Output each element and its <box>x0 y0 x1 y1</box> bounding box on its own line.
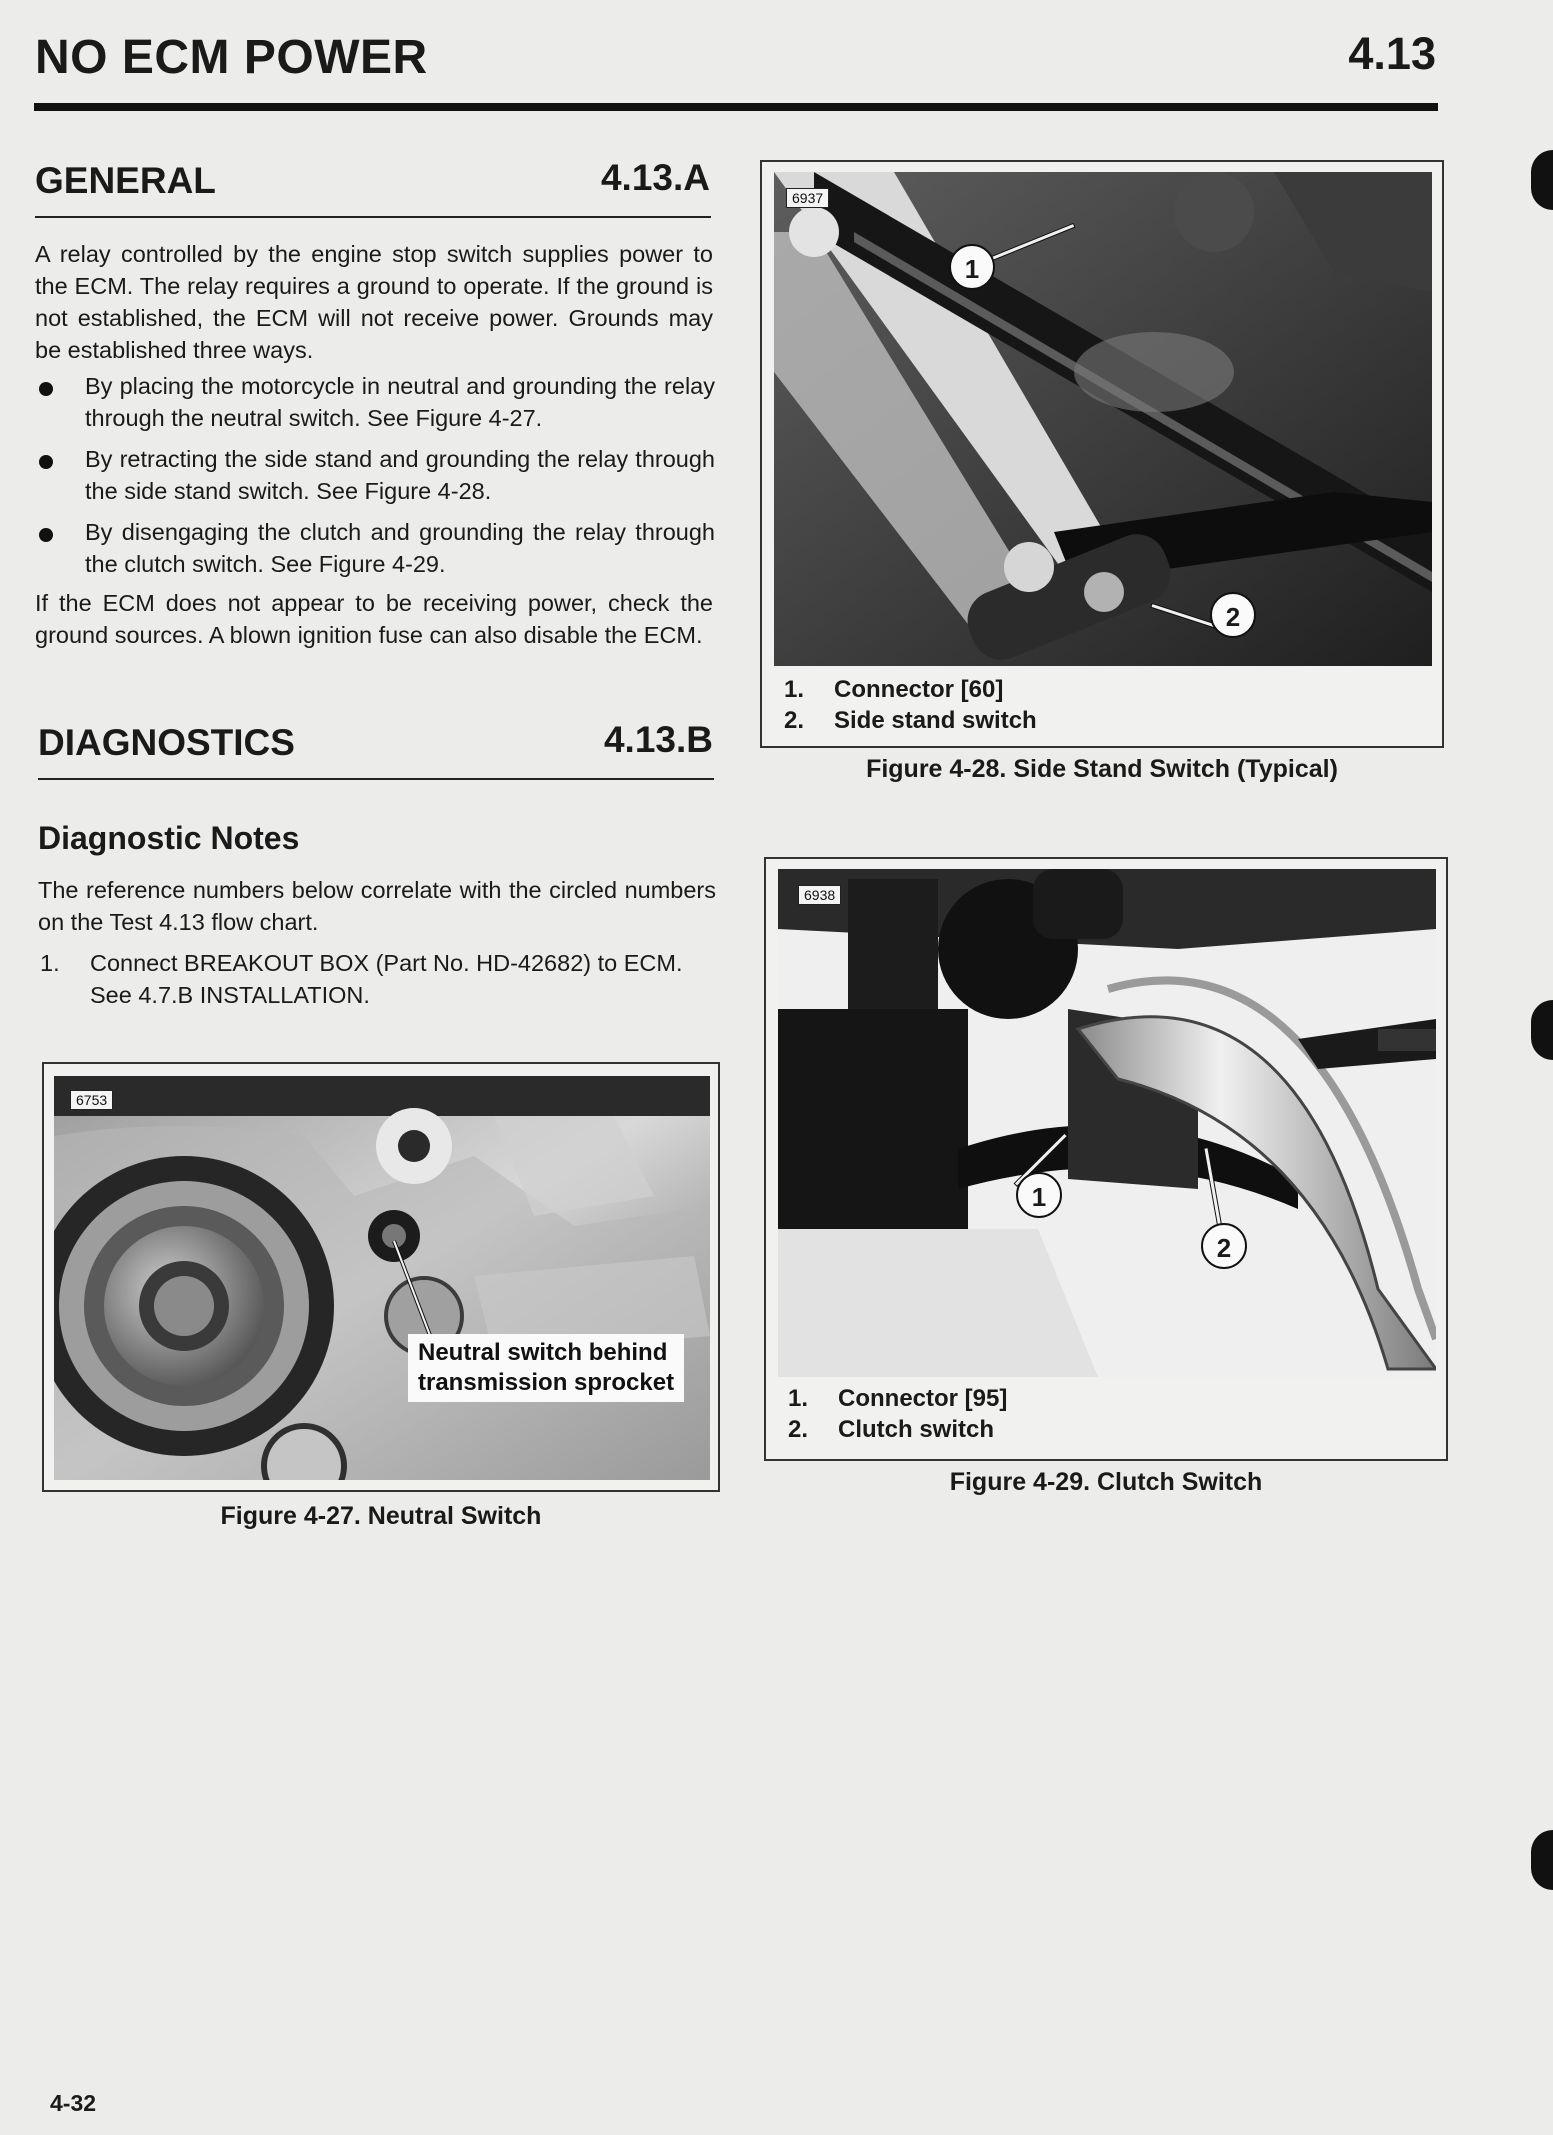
binder-hole-mark <box>1531 1830 1553 1890</box>
bullet-dot <box>39 528 53 542</box>
photo-id-tag: 6753 <box>70 1090 113 1110</box>
legend-number: 2. <box>784 707 805 734</box>
section-number: 4.13 <box>1348 28 1436 79</box>
step-text: Connect BREAKOUT BOX (Part No. HD-42682) to ECM. See 4.7.B INSTALLATION. <box>90 950 683 1008</box>
neutral-switch-photo <box>54 1076 710 1480</box>
photo-id-tag: 6938 <box>798 885 841 905</box>
figure-4-29-legend <box>788 1383 1428 1445</box>
bullet-text: By retracting the side stand and grounding the relay through the side stand switch. See Figure 4-28. <box>85 446 715 504</box>
page-title: NO ECM POWER <box>35 31 428 84</box>
legend-item <box>784 674 1424 705</box>
bullet-dot <box>39 455 53 469</box>
legend-number: 1. <box>784 676 805 703</box>
figure-4-27-caption: Figure 4-27. Neutral Switch <box>220 1502 542 1530</box>
side-stand-illustration <box>774 172 1432 666</box>
legend-number: 2. <box>788 1416 809 1443</box>
legend-item <box>784 705 1424 736</box>
overlay-line-2: transmission sprocket <box>418 1369 675 1396</box>
page-number: 4-32 <box>50 2090 97 2116</box>
figure-4-29-frame <box>764 857 1448 1461</box>
general-title: GENERAL <box>35 160 216 201</box>
callout-1: 1 <box>949 244 995 290</box>
photo-id-tag: 6937 <box>786 188 829 208</box>
binder-hole-mark <box>1531 150 1553 210</box>
header-rule <box>34 103 1438 111</box>
legend-label: Connector [95] <box>838 1385 1008 1412</box>
legend-item <box>788 1414 1428 1445</box>
diagnostics-rule <box>38 778 714 780</box>
clutch-switch-photo <box>778 869 1436 1377</box>
step-number: 1. <box>40 950 60 976</box>
diagnostics-code: 4.13.B <box>603 719 713 760</box>
figure-4-28-legend <box>784 674 1424 736</box>
neutral-switch-illustration <box>54 1076 710 1480</box>
legend-label: Connector [60] <box>834 676 1004 703</box>
callout-1: 1 <box>1016 1172 1062 1218</box>
side-stand-photo <box>774 172 1432 666</box>
legend-number: 1. <box>788 1385 809 1412</box>
bullet-dot <box>39 382 53 396</box>
diagnostic-notes-heading: Diagnostic Notes <box>38 820 300 856</box>
general-code: 4.13.A <box>600 157 710 198</box>
binder-hole-mark <box>1531 1000 1553 1060</box>
bullet-text: By disengaging the clutch and grounding the relay through the clutch switch. See Figure 4-29. <box>85 519 715 577</box>
figure-4-28-caption: Figure 4-28. Side Stand Switch (Typical) <box>866 755 1338 783</box>
legend-label: Side stand switch <box>834 707 1037 734</box>
diagnostic-step <box>40 947 716 1011</box>
general-rule <box>35 216 711 218</box>
diagnostics-title: DIAGNOSTICS <box>38 722 295 763</box>
general-intro: A relay controlled by the engine stop switch supplies power to the ECM. The relay requires a ground to operate. If the ground is not established, the ECM will not receive power. Grounds may be established three ways. <box>35 241 713 363</box>
legend-item <box>788 1383 1428 1414</box>
neutral-switch-overlay-label <box>408 1334 684 1402</box>
figure-4-29-caption: Figure 4-29. Clutch Switch <box>949 1468 1263 1496</box>
callout-2: 2 <box>1201 1223 1247 1269</box>
figure-4-28-frame <box>760 160 1444 748</box>
general-closing: If the ECM does not appear to be receiving power, check the ground sources. A blown ignition fuse can also disable the ECM. <box>35 590 713 648</box>
overlay-line-1: Neutral switch behind <box>418 1339 668 1366</box>
legend-label: Clutch switch <box>838 1416 995 1443</box>
clutch-switch-illustration <box>778 869 1436 1377</box>
bullet-text: By placing the motorcycle in neutral and grounding the relay through the neutral switch. See Figure 4-27. <box>85 373 715 431</box>
diagnostic-notes-text: The reference numbers below correlate with the circled numbers on the Test 4.13 flow chart. <box>38 877 716 935</box>
figure-4-27-frame <box>42 1062 720 1492</box>
callout-2: 2 <box>1210 592 1256 638</box>
